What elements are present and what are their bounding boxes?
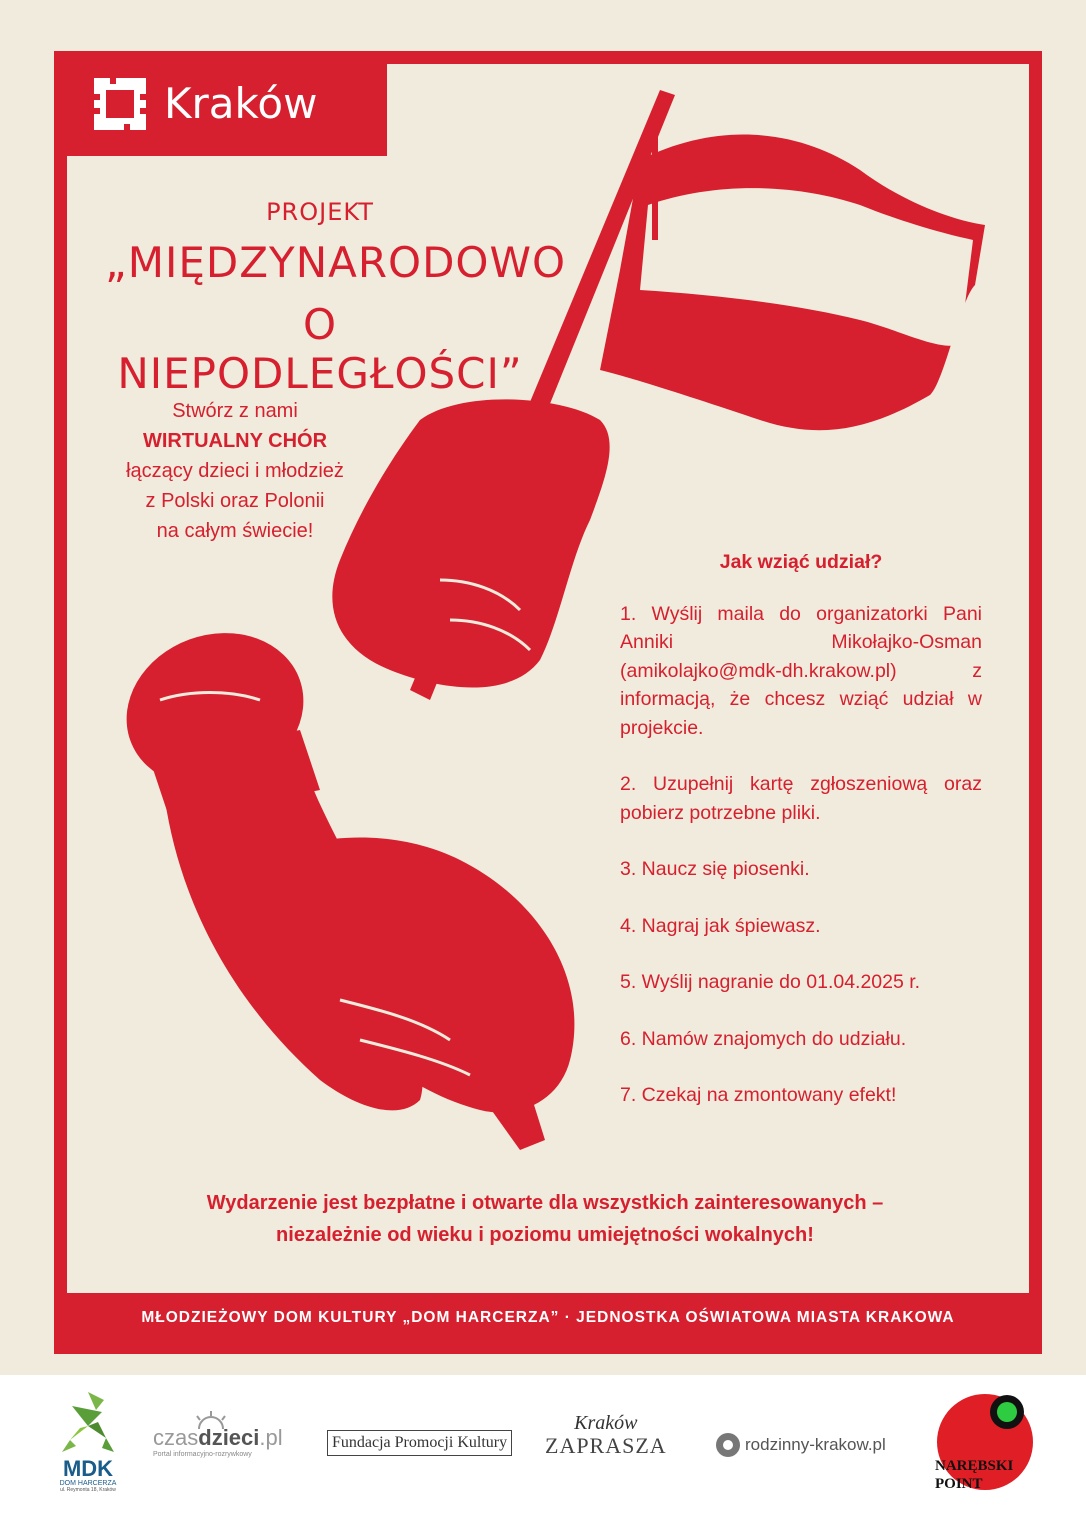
organizer-bar: MŁODZIEŻOWY DOM KULTURY „DOM HARCERZA” · JEDNOSTKA OŚWIATOWA MIASTA KRAKOWA bbox=[54, 1293, 1042, 1342]
rodzinny-krakow-logo bbox=[715, 1432, 886, 1458]
czasdzieci-part3: .pl bbox=[259, 1425, 283, 1450]
project-title-line1: „MIĘDZYNARODOWO bbox=[105, 238, 567, 287]
step-item: 3. Naucz się piosenki. bbox=[620, 858, 810, 880]
intro-highlight: WIRTUALNY CHÓR bbox=[142, 430, 328, 452]
step-item: 1. Wyślij maila do organizatorki Pani Anniki Mikołajko-Osman (amikolajko@mdk-dh.krakow.pl) z informacją, że chcesz wziąć udział w projekcie. bbox=[620, 602, 982, 739]
rodzinny-text: rodzinny-krakow.pl bbox=[745, 1435, 886, 1454]
step-item: 6. Namów znajomych do udziału. bbox=[620, 1027, 907, 1050]
narebski-line2: POINT bbox=[935, 1476, 983, 1492]
narebski-point-logo bbox=[933, 1392, 1033, 1500]
czasdzieci-part2: dzieci bbox=[198, 1425, 260, 1450]
how-to-heading: Jak wziąć udział? bbox=[719, 551, 883, 573]
krakow-zaprasza-bottom: ZAPRASZA bbox=[545, 1433, 667, 1458]
krakow-zaprasza-top: Kraków bbox=[574, 1412, 638, 1434]
intro-line: z Polski oraz Polonii bbox=[145, 490, 325, 512]
project-label: PROJEKT bbox=[266, 198, 374, 226]
free-event-note bbox=[100, 1187, 990, 1251]
czasdzieci-tagline: Portal informacyjno-rozrywkowy bbox=[153, 1451, 252, 1458]
intro-text bbox=[105, 396, 365, 546]
krakow-logo bbox=[54, 51, 387, 156]
sun-icon bbox=[191, 1411, 231, 1429]
mdk-title: MDK bbox=[62, 1456, 114, 1481]
step-item: 5. Wyślij nagranie do 01.04.2025 r. bbox=[620, 971, 921, 993]
step-item: 4. Nagraj jak śpiewasz. bbox=[620, 914, 821, 937]
intro-line: łączący dzieci i młodzież bbox=[126, 460, 344, 482]
note-line: Wydarzenie jest bezpłatne i otwarte dla wszystkich zainteresowanych – bbox=[206, 1192, 884, 1214]
project-title-line2: O NIEPODLEGŁOŚCI” bbox=[117, 300, 523, 398]
rodzinny-circle-icon bbox=[715, 1432, 741, 1458]
mdk-figure-icon bbox=[58, 1392, 118, 1454]
note-line: niezależnie od wieku i poziomu umiejętności wokalnych! bbox=[276, 1224, 814, 1246]
krakow-emblem-icon bbox=[94, 78, 146, 130]
czasdzieci-logo bbox=[153, 1425, 283, 1458]
mdk-logo bbox=[48, 1392, 128, 1493]
krakow-zaprasza-logo bbox=[545, 1413, 667, 1459]
mdk-subtitle: DOM HARCERZA bbox=[59, 1480, 117, 1487]
mdk-address: ul. Reymonta 18, Kraków bbox=[60, 1487, 116, 1493]
step-item: 2. Uzupełnij kartę zgłoszeniową oraz pobierz potrzebne pliki. bbox=[620, 773, 982, 824]
intro-line: Stwórz z nami bbox=[172, 400, 298, 422]
czasdzieci-part1: czas bbox=[153, 1425, 199, 1450]
city-name: Kraków bbox=[164, 79, 318, 128]
intro-line: na całym świecie! bbox=[156, 520, 314, 542]
fundacja-logo: Fundacja Promocji Kultury bbox=[327, 1430, 512, 1456]
narebski-line1: NARĘBSKI bbox=[935, 1458, 1014, 1474]
how-to-participate bbox=[620, 548, 982, 1138]
step-item: 7. Czekaj na zmontowany efekt! bbox=[620, 1084, 897, 1106]
